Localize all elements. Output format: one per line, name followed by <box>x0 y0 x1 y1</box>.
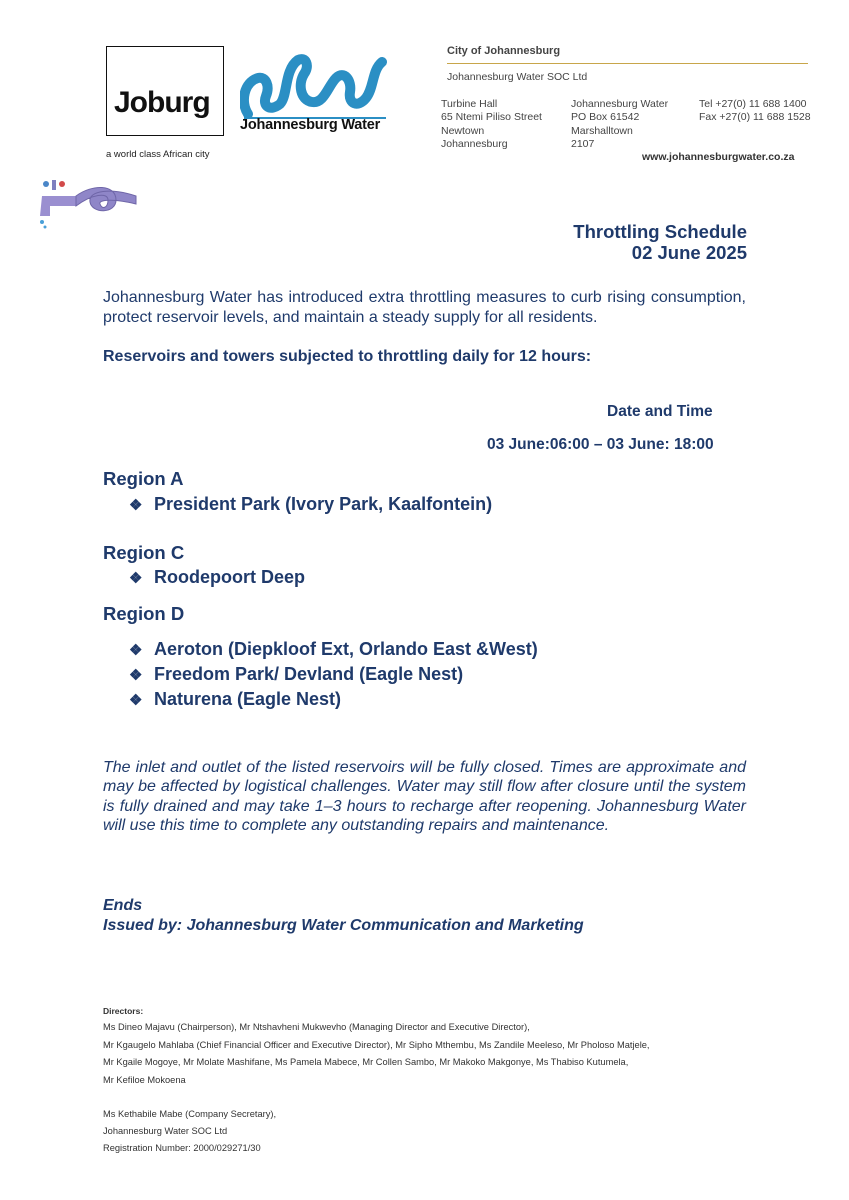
bullet-icon: ❖ <box>129 642 143 659</box>
list-item <box>129 689 341 710</box>
date-time-value: 03 June:06:00 – 03 June: 18:00 <box>487 436 714 453</box>
header-website: www.johannesburgwater.co.za <box>642 151 795 163</box>
intro-paragraph: Johannesburg Water has introduced extra throttling measures to curb rising consumption, protect reservoir levels, and maintain a steady supply for all residents. <box>103 289 746 326</box>
registration-number: Registration Number: 2000/029271/30 <box>103 1143 261 1153</box>
ends-block <box>103 896 584 935</box>
list-item-text: Naturena (Eagle Nest) <box>154 689 342 709</box>
johannesburg-water-logo-word: Johannesburg Water <box>240 117 381 133</box>
contact-tel: Tel +27(0) 11 688 1400 <box>699 98 807 110</box>
address-postal <box>571 98 668 151</box>
company-name: Johannesburg Water SOC Ltd <box>103 1126 228 1136</box>
list-item-text: Roodepoort Deep <box>154 567 305 587</box>
address-line: Marshalltown <box>571 124 633 137</box>
bullet-icon: ❖ <box>129 497 143 514</box>
schedule-date: 02 June 2025 <box>631 242 747 263</box>
bullet-icon: ❖ <box>129 667 143 684</box>
address-line: Johannesburg Water <box>571 98 669 110</box>
contact-block <box>699 98 811 125</box>
list-item <box>129 664 463 685</box>
list-item-text: Freedom Park/ Devland (Eagle Nest) <box>154 664 464 684</box>
list-item-text: Aeroton (Diepkloof Ext, Orlando East &West) <box>154 639 538 659</box>
schedule-title: Throttling Schedule <box>573 221 747 242</box>
header-company: Johannesburg Water SOC Ltd <box>447 71 588 83</box>
joburg-logo-word: Joburg <box>114 86 210 119</box>
address-line: 65 Ntemi Piliso Street <box>441 111 542 124</box>
date-time-label: Date and Time <box>607 403 713 420</box>
region-a-heading: Region A <box>103 468 184 489</box>
region-c-heading: Region C <box>103 542 185 563</box>
directors-line: Ms Dineo Majavu (Chairperson), Mr Ntshavheni Mukwevho (Managing Director and Executive Director), <box>103 1022 530 1032</box>
schedule-title-block <box>573 221 747 263</box>
knotted-tap-icon <box>36 178 142 230</box>
address-line: Newtown <box>441 124 485 137</box>
contact-fax: Fax +27(0) 11 688 1528 <box>699 111 811 124</box>
bullet-icon: ❖ <box>129 692 143 709</box>
address-line: 2107 <box>571 137 595 150</box>
joburg-tagline: a world class African city <box>106 149 210 160</box>
issued-by: Issued by: Johannesburg Water Communication and Marketing <box>103 916 584 934</box>
directors-line: Mr Kgaugelo Mahlaba (Chief Financial Officer and Executive Director), Mr Sipho Mthembu, Ms Zandile Meeleso, Mr Pholoso Matjele, <box>103 1040 650 1050</box>
address-physical <box>441 98 542 151</box>
address-line: PO Box 61542 <box>571 111 640 124</box>
closure-notice: The inlet and outlet of the listed reservoirs will be fully closed. Times are approximate and may be affected by logistical challenges. Water may still flow after closure until the system is fully drained and may take 1–3 hours to recharge after reopening. Johannesburg Water will use this time to complete any outstanding repairs and maintenance. <box>103 759 746 835</box>
throttling-subheading: Reservoirs and towers subjected to throttling daily for 12 hours: <box>103 348 592 365</box>
bullet-icon: ❖ <box>129 570 143 587</box>
list-item <box>129 639 538 660</box>
header-divider <box>447 63 808 64</box>
address-line: Johannesburg <box>441 137 508 150</box>
company-secretary: Ms Kethabile Mabe (Company Secretary), <box>103 1109 277 1119</box>
ends-label: Ends <box>103 897 143 914</box>
list-item <box>129 567 305 588</box>
list-item-text: President Park (Ivory Park, Kaalfontein) <box>154 494 493 514</box>
directors-line: Mr Kgaile Mogoye, Mr Molate Mashifane, Ms Pamela Mabece, Mr Collen Sambo, Mr Makoko Makgonye, Ms Thabiso Kutumela, <box>103 1057 629 1067</box>
header-city: City of Johannesburg <box>447 45 561 57</box>
johannesburg-water-logo-icon <box>240 52 390 122</box>
region-d-heading: Region D <box>103 603 185 624</box>
directors-heading: Directors: <box>103 1006 144 1016</box>
address-line: Turbine Hall <box>441 98 498 110</box>
list-item <box>129 494 492 515</box>
directors-line: Mr Kefiloe Mokoena <box>103 1075 186 1085</box>
